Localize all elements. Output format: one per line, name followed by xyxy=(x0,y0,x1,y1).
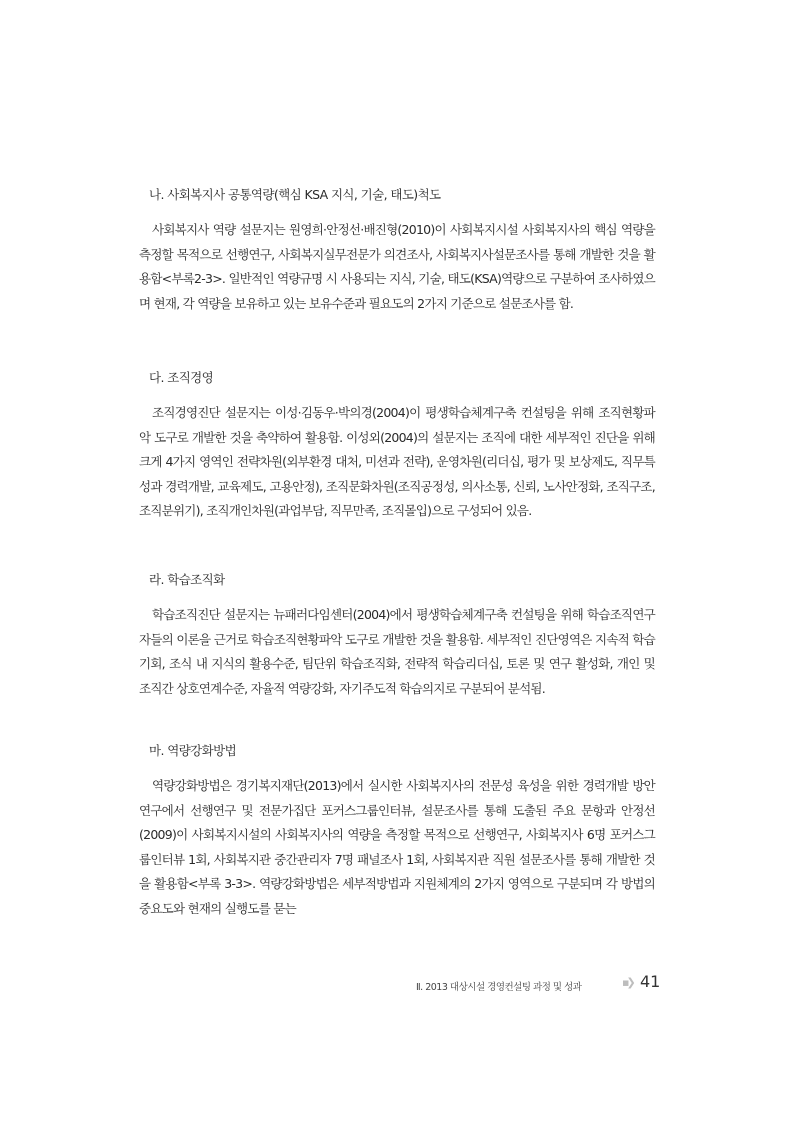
section-ksa xyxy=(139,185,655,316)
section-heading: 라. 학습조직화 xyxy=(149,572,225,587)
section-heading: 마. 역량강화방법 xyxy=(149,743,237,758)
section-paragraph: 사회복지사 역량 설문지는 원영희·안정선·배진형(2010)이 사회복지시설 사회복지사의 핵심 역량을 측정할 목적으로 선행연구, 사회복지실무전문가 의견조사, 사회복지사설문조사를 통해 개발한 것을 활용함<부록2-3>. 일반적인 역량규명 시 사용되는 지식, 기술, 태도(KSA)역량으로 구분하여 조사하였으며 현재, 각 역량을 보유하고 있는 보유수준과 필요도의 2가지 기준으로 설문조사를 함. xyxy=(139,222,655,311)
section-paragraph: 학습조직진단 설문지는 뉴패러다임센터(2004)에서 평생학습체계구축 컨설팅을 위해 학습조직연구자들의 이론을 근거로 학습조직현황파악 도구로 개발한 것을 활용함. 세부적인 진단영역은 지속적 학습 기회, 조식 내 지식의 활용수준, 팀단위 학습조직화, 전략적 학습리더십, 토론 및 연구 활성화, 개인 및 조직간 상호연계수준, 자율적 역량강화, 자기주도적 학습의지로 구분되어 분석됨. xyxy=(139,607,655,696)
section-org-management xyxy=(139,368,655,524)
section-paragraph: 조직경영진단 설문지는 이성·김동우·박의경(2004)이 평생학습체계구축 컨설팅을 위해 조직현황파악 도구로 개발한 것을 축약하여 활용함. 이성외(2004)의 설문지는 조직에 대한 세부적인 진단을 위해 크게 4가지 영역인 전략차원(외부환경 대처, 미션과 전략), 운영차원(리더십, 평가 및 보상제도, 직무특성과 경력개발, 교육제도, 고용안정), 조직문화차원(조직공정성, 의사소통, 신뢰, 노사안정화, 조직구조, 조직분위기), 조직개인차원(과업부담, 직무만족, 조직몰입)으로 구성되어 있음. xyxy=(139,405,655,518)
chevron-right-icon: ▪❯ xyxy=(622,976,633,989)
section-heading: 다. 조직경영 xyxy=(149,370,214,385)
page-number: 41 xyxy=(640,972,661,991)
footer-chapter-title: Ⅱ. 2013 대상시설 경영컨설팅 과정 및 성과 xyxy=(416,982,582,993)
section-paragraph: 역량강화방법은 경기복지재단(2013)에서 실시한 사회복지사의 전문성 육성을 위한 경력개발 방안 연구에서 선행연구 및 전문가집단 포커스그룹인터뷰, 설문조사를 통해 도출된 주요 문항과 안정선(2009)이 사회복지시설의 사회복지사의 역량을 측정할 목적으로 선행연구, 사회복지사 6명 포커스그룹인터뷰 1회, 사회복지관 중간관리자 7명 패널조사 1회, 사회복지관 직원 설문조사를 통해 개발한 것을 활용함<부록 3-3>. 역량강화방법은 세부적방법과 지원체계의 2가지 영역으로 구분되며 각 방법의 중요도와 현재의 실행도를 묻는 xyxy=(139,778,655,916)
page-footer xyxy=(416,972,661,994)
section-competency-methods xyxy=(139,741,655,921)
section-heading: 나. 사회복지사 공통역량(핵심 KSA 지식, 기술, 태도)척도 xyxy=(149,187,441,202)
section-learning-org xyxy=(139,570,655,701)
